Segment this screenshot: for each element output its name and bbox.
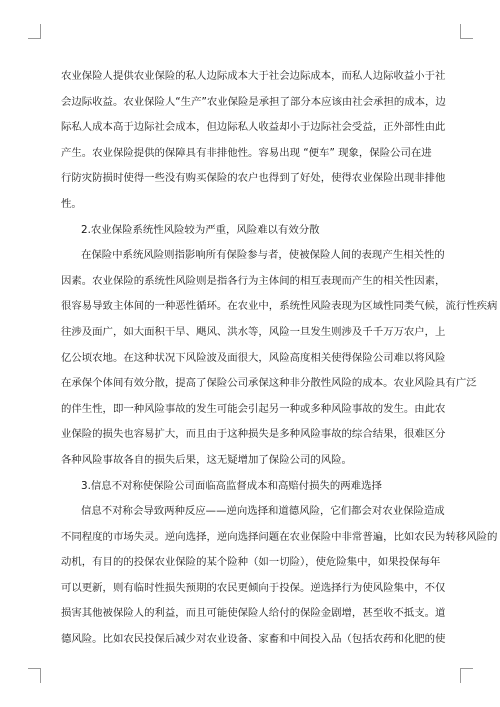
text-line: 行防灾防损时使得一些没有购买保险的农户也得到了好处，使得农业保险出现非排他 — [61, 172, 446, 185]
text-line: 很容易导致主体间的一种恶性循环。在农业中，系统性风险表现为区域性同类气候，流行性疾病 — [61, 300, 498, 313]
crop-mark-bottom-right — [460, 668, 473, 683]
text-line: 往涉及面广，如大面积干旱、飓风、洪水等，风险一旦发生则涉及千千万万农户，上 — [61, 325, 446, 338]
text-line: 会边际收益。农业保险人“生产”农业保险是承担了部分本应该由社会承担的成本，边 — [61, 95, 446, 108]
document-body — [61, 64, 498, 653]
text-line: 的伴生性，即一种风险事故的发生可能会引起另一种或多种风险事故的发生。由此农 — [61, 402, 446, 415]
text-line: 信息不对称会导致两种反应——逆向选择和道德风险，它们都会对农业保险造成 — [81, 505, 445, 518]
text-line: 业保险的损失也容易扩大，而且由于这种损失是多种风险事故的综合结果，很难区分 — [61, 428, 446, 441]
text-line: 际私人成本高于边际社会成本，但边际私人收益却小于边际社会受益，正外部性由此 — [61, 121, 446, 134]
text-line: 因素。农业保险的系统性风险则是指各行为主体间的相互表现而产生的相关性因素， — [61, 274, 446, 287]
crop-mark-top-right — [460, 24, 473, 39]
text-line: 德风险。比如农民投保后减少对农业设备、家畜和中间投入品（包括农药和化肥的使 — [61, 633, 446, 646]
section-heading: 3.信息不对称使保险公司面临高监督成本和高赔付损失的两难选择 — [81, 479, 382, 492]
text-line: 各种风险事故各自的损失后果，这无疑增加了保险公司的风险。 — [61, 453, 352, 466]
text-line: 不同程度的市场失灵。逆向选择，逆向选择问题在农业保险中非常普遍，比如农民为转移风险的 — [61, 530, 498, 543]
text-line: 可以更新，则有临时性损失预期的农民更倾向于投保。逆选择行为使风险集中，不仅 — [61, 581, 446, 594]
text-line: 在承保个体间有效分散，提高了保险公司承保这种非分散性风险的成本。农业风险具有广泛 — [61, 377, 477, 390]
text-line: 性。 — [61, 197, 82, 210]
text-line: 在保险中系统风险则指影响所有保险参与者，使被保险人间的表现产生相关性的 — [81, 249, 445, 262]
text-line: 亿公顷农地。在这种状况下风险波及面很大，风险高度相关使得保险公司难以将风险 — [61, 351, 446, 364]
crop-mark-bottom-left — [28, 668, 41, 683]
text-line: 农业保险人提供农业保险的私人边际成本大于社会边际成本，而私人边际收益小于社 — [61, 70, 446, 82]
text-line: 产生。农业保险提供的保障具有非排他性。容易出现 “便车” 现象，保险公司在进 — [61, 146, 432, 159]
crop-mark-top-left — [28, 24, 41, 39]
section-heading: 2.农业保险系统性风险较为严重，风险难以有效分散 — [81, 223, 320, 236]
text-line: 损害其他被保险人的利益，而且可能使保险人给付的保险金剧增，甚至收不抵支。道 — [61, 607, 446, 620]
text-line: 动机，有目的的投保农业保险的某个险种（如一切险），使危险集中，如果投保每年 — [61, 556, 441, 569]
